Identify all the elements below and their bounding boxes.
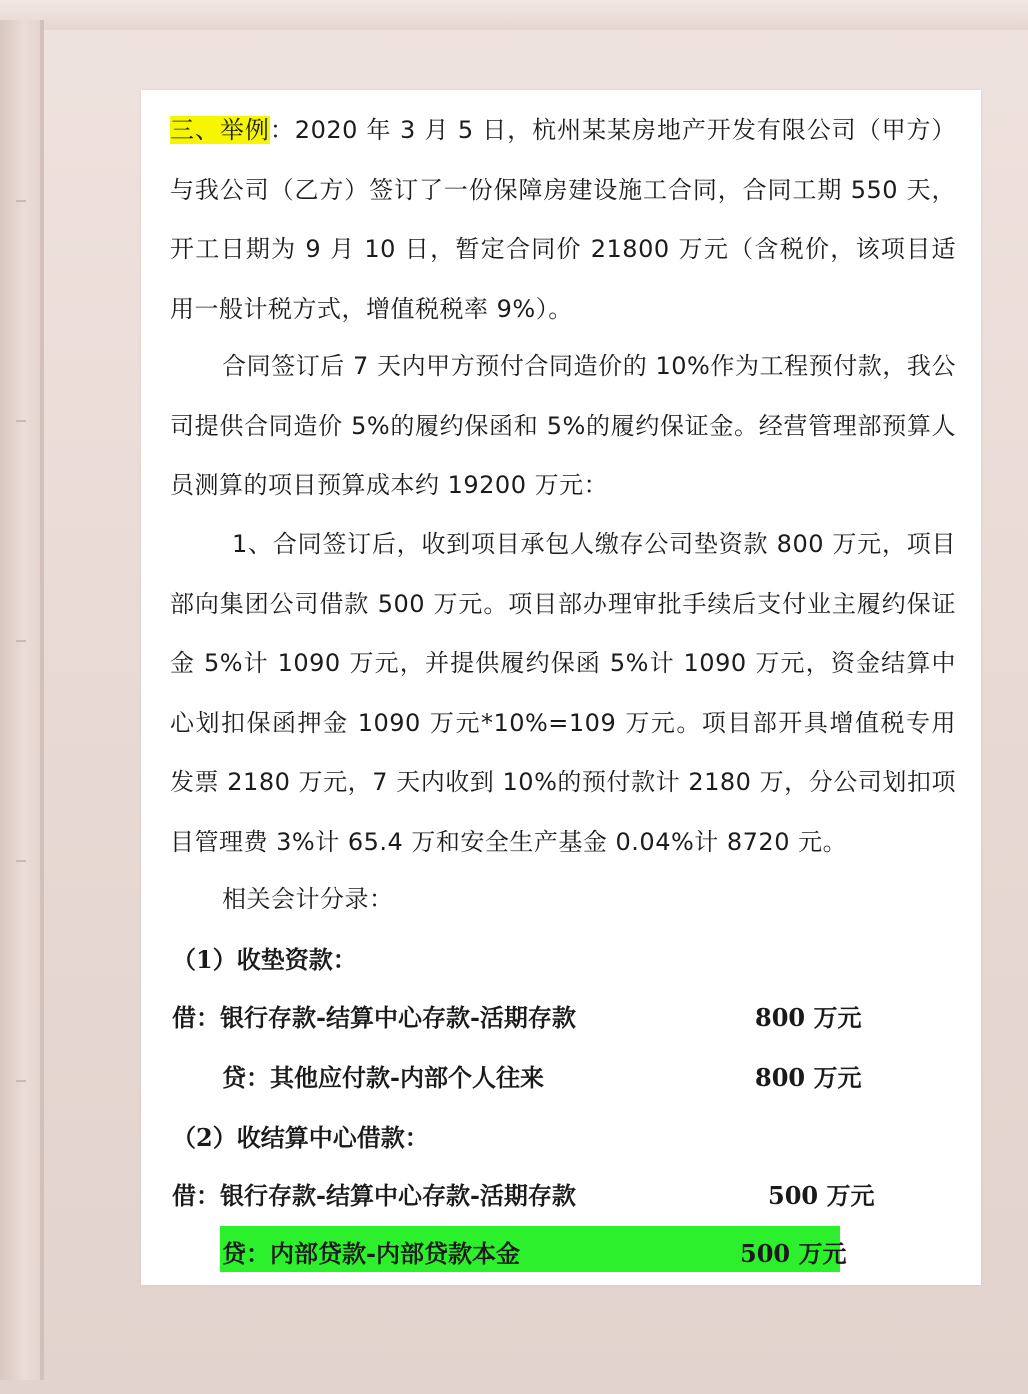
binding-mark <box>16 420 26 422</box>
entry-credit-1-amount: 800 万元 <box>755 1063 862 1092</box>
notebook-left-edge <box>0 20 41 1380</box>
example-text: ：2020 年 3 月 5 日，杭州某某房地产开发有限公司（甲方）与我公司（乙方）签订了一份保障房建设施工合同，合同工期 550 天，开工日期为 9 月 10 日，暂定合同价 21800 万元（含税价，该项目适用一般计税方式，增值税税率 9%）。 <box>170 116 957 323</box>
example-heading-highlight: 三、举例 <box>170 116 270 144</box>
entry-debit-2: 借：银行存款-结算中心存款-活期存款 <box>172 1181 576 1210</box>
binding-mark <box>16 1080 26 1082</box>
entry-heading-2: （2）收结算中心借款： <box>172 1123 429 1152</box>
paragraph-item-1: 1、合同签订后，收到项目承包人缴存公司垫资款 800 万元，项目部向集团公司借款 500 万元。项目部办理审批手续后支付业主履约保证金 5%计 1090 万元，并提供履约保函 5%计 1090 万元，资金结算中心划扣保函押金 1090 万元*10%=109 万元。项目部开具增值税专用发票 2180 万元，7 天内收到 10%的预付款计 2180 万，分公司划扣项目管理费 3%计 65.4 万和安全生产基金 0.04%计 8720 元。 <box>170 530 956 856</box>
entry-credit-2-amount: 500 万元 <box>740 1239 847 1268</box>
entry-debit-2-amount: 500 万元 <box>768 1181 875 1210</box>
binding-mark <box>16 860 26 862</box>
notebook-spine <box>40 20 44 1380</box>
paragraph-journal-intro: 相关会计分录： <box>222 885 394 913</box>
entry-heading-1: （1）收垫资款： <box>172 945 357 974</box>
entry-debit-1-amount: 800 万元 <box>755 1003 862 1032</box>
paragraph-example <box>170 101 956 339</box>
binding-mark <box>16 640 26 642</box>
entry-credit-1: 贷：其他应付款-内部个人往来 <box>222 1063 544 1092</box>
entry-credit-2: 贷：内部贷款-内部贷款本金 <box>222 1239 520 1268</box>
entry-debit-1: 借：银行存款-结算中心存款-活期存款 <box>172 1003 576 1032</box>
binding-mark <box>16 200 26 202</box>
page-top-edge <box>0 0 1028 30</box>
paragraph-prepayment: 合同签订后 7 天内甲方预付合同造价的 10%作为工程预付款，我公司提供合同造价 5%的履约保函和 5%的履约保证金。经营管理部预算人员测算的项目预算成本约 19200 万元： <box>170 352 956 499</box>
